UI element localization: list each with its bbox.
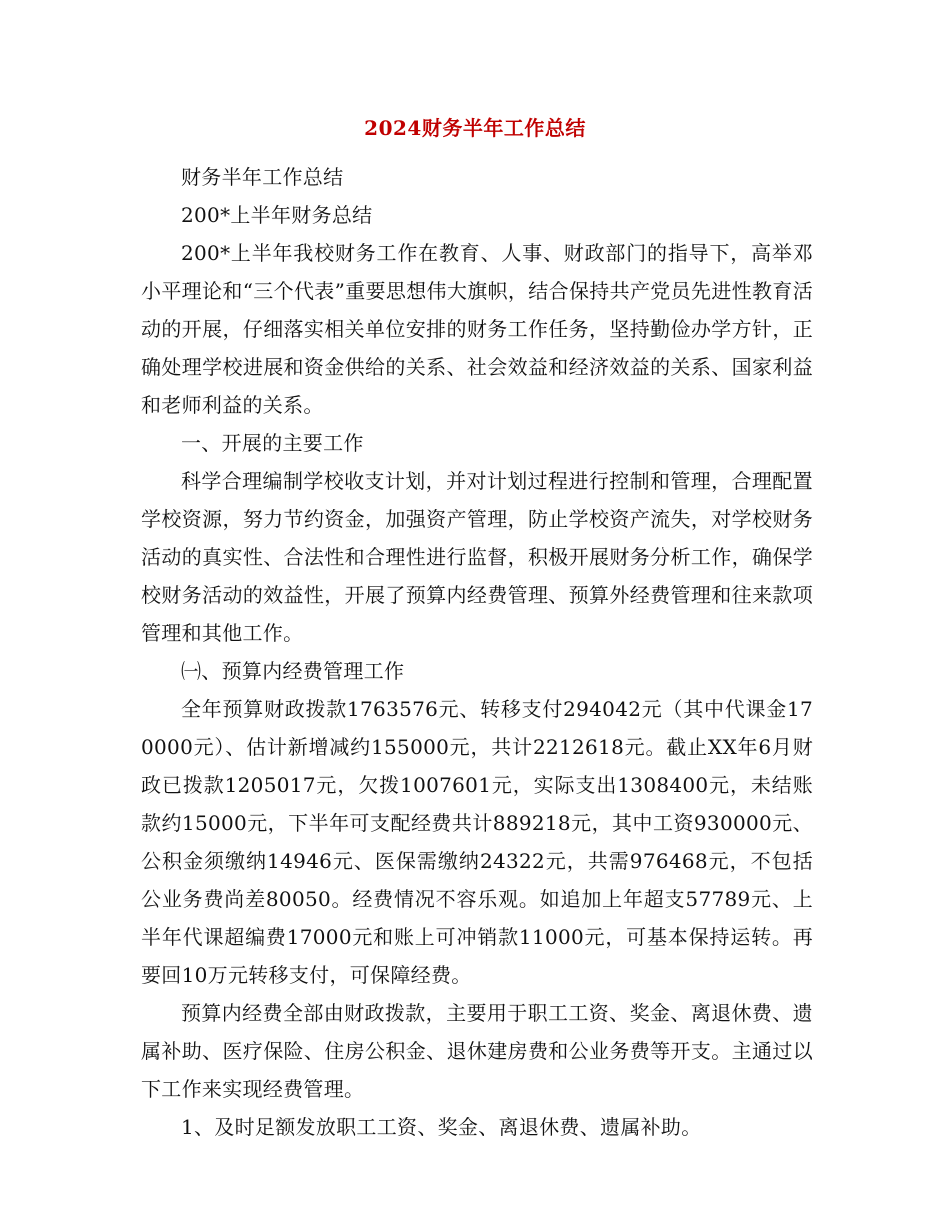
paragraph-section-heading: 200*上半年财务总结	[181, 203, 373, 227]
heading-main-work: 一、开展的主要工作	[181, 431, 364, 455]
paragraph-budget-figures: 全年预算财政拨款1763576元、转移支付294042元（其中代课金170000元）、估计新增减约155000元，共计2212618元。截止XX年6月财政已拨款1205017元，欠拨1007601元，实际支出1308400元，未结账款约15000元，下半年可支配经费共计889218元，其中工资930000元、公积金须缴纳14946元、医保需缴纳24322元，共需976468元，不包括公业务费尚差80050。经费情况不容乐观。如追加上年超支57789元、上半年代课超编费17000元和账上可冲销款11000元，可基本保持运转。再要回10万元转移支付，可保障经费。	[141, 697, 813, 987]
paragraph-subtitle: 财务半年工作总结	[181, 165, 344, 189]
paragraph-intro: 200*上半年我校财务工作在教育、人事、财政部门的指导下，高举邓小平理论和“三个代表”重要思想伟大旗帜，结合保持共产党员先进性教育活动的开展，仔细落实相关单位安排的财务工作任务，坚持勤俭办学方针，正确处理学校进展和资金供给的关系、社会效益和经济效益的关系、国家利益和老师利益的关系。	[141, 241, 813, 417]
heading-budget-management: ㈠、预算内经费管理工作	[181, 659, 405, 683]
document-title: 2024财务半年工作总结	[364, 116, 586, 140]
list-item-salary: 1、及时足额发放职工工资、奖金、离退休费、遗属补助。	[181, 1115, 702, 1139]
document-body	[141, 158, 813, 1146]
paragraph-main-work: 科学合理编制学校收支计划，并对计划过程进行控制和管理，合理配置学校资源，努力节约资金，加强资产管理，防止学校资产流失，对学校财务活动的真实性、合法性和合理性进行监督，积极开展财务分析工作，确保学校财务活动的效益性，开展了预算内经费管理、预算外经费管理和往来款项管理和其他工作。	[141, 469, 813, 645]
paragraph-budget-usage: 预算内经费全部由财政拨款，主要用于职工工资、奖金、离退休费、遗属补助、医疗保险、住房公积金、退休建房费和公业务费等开支。主通过以下工作来实现经费管理。	[141, 1001, 813, 1101]
